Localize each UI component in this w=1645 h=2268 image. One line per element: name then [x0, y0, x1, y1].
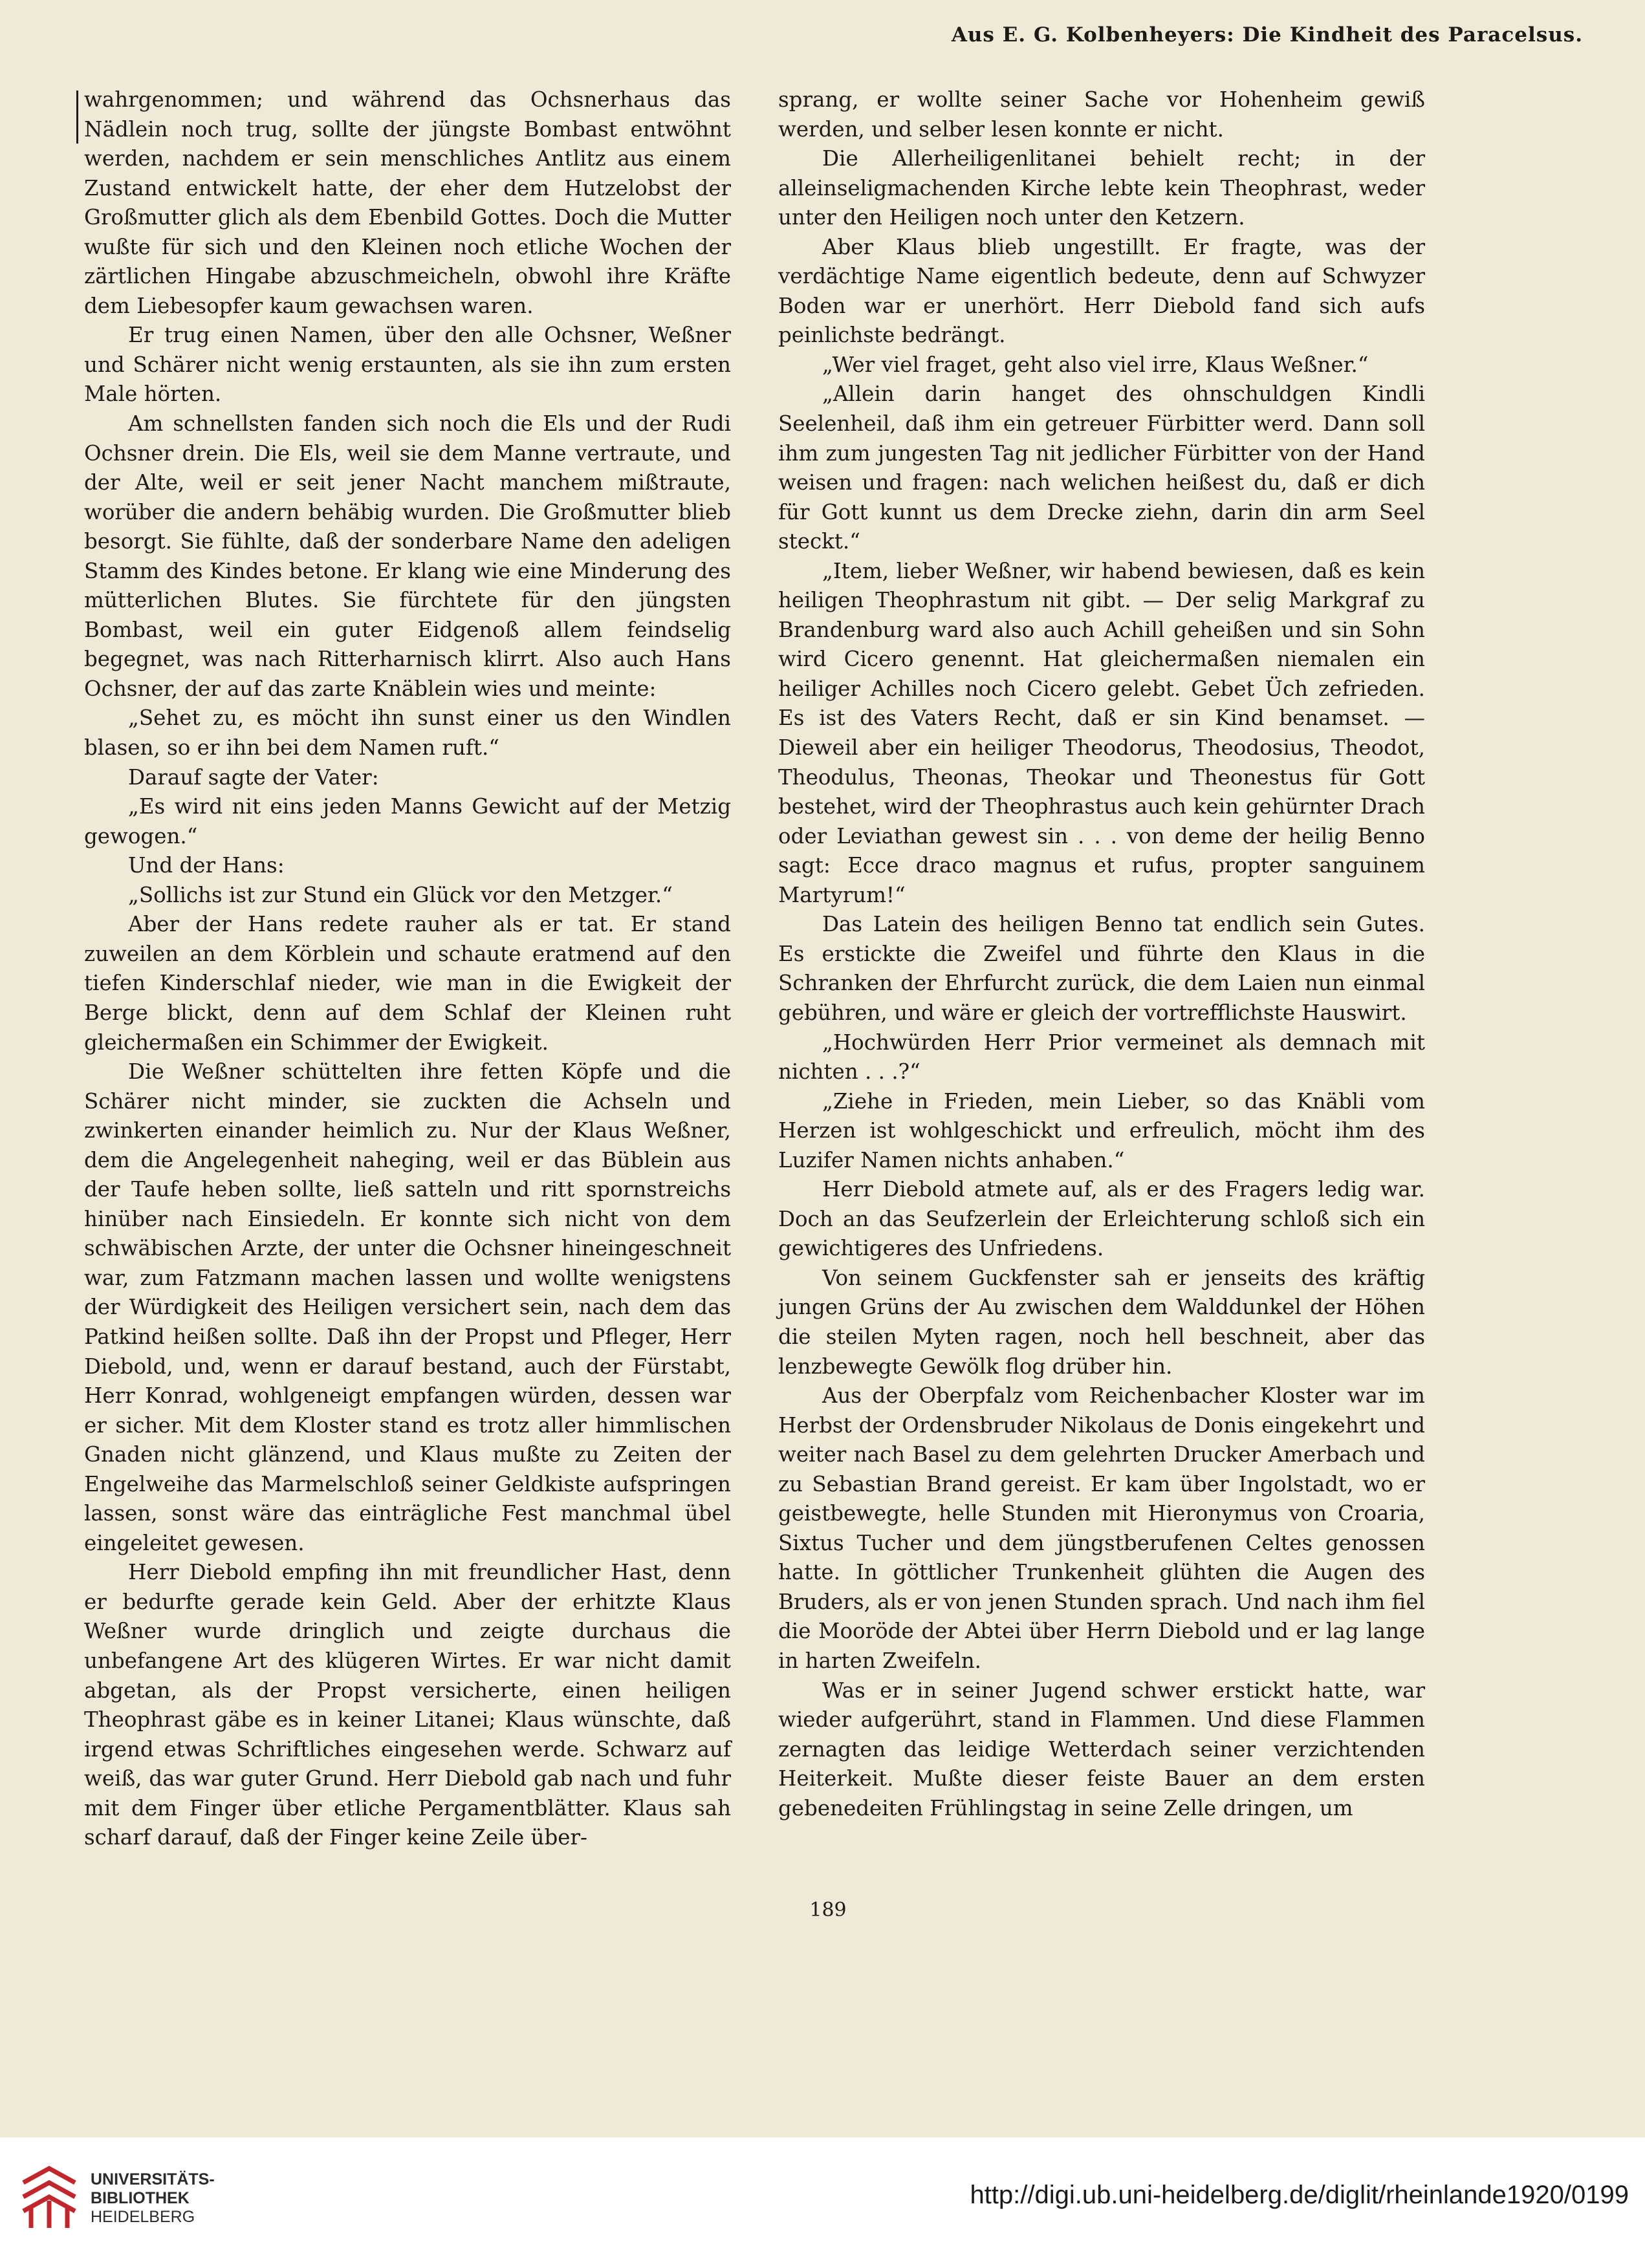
paragraph: „Allein darin hanget des ohnschuldgen Kindli Seelenheil, daß ihm ein getreuer Fürbitter werd. Dann soll ihm zum jungesten Tag nit jedlicher Fürbitter von der Hand weisen und fragen: nach welichen heißest du, daß er dich für Gott kunnt us dem Drecke ziehn, darin din arm Seel steckt.“: [778, 382, 1425, 554]
heidelberg-library-logo-icon: [18, 2163, 80, 2234]
paragraph: „Sehet zu, es möcht ihn sunst einer us den Windlen blasen, so er ihn bei dem Namen ruft.“: [84, 706, 731, 761]
paragraph: Herr Diebold atmete auf, als er des Fragers ledig war. Doch an das Seufzerlein der Erleichterung schloß sich ein gewichtigeres des Unfriedens.: [778, 1177, 1425, 1261]
paragraph: „Sollichs ist zur Stund ein Glück vor den Metzger.“: [128, 882, 673, 907]
paragraph: Herr Diebold empfing ihn mit freundlicher Hast, denn er bedurfte gerade kein Geld. Aber der erhitzte Klaus Weßner wurde dringlich und zeigte durchaus die unbefangene Art des klügeren Wirtes. Er war nicht damit abgetan, als der Propst versicherte, einen heiligen Theophrast gäbe es in keiner Litanei; Klaus wünschte, daß irgend etwas Schriftliches eingesehen werde. Schwarz auf weiß, das war guter Grund. Herr Diebold gab nach und fuhr mit dem Finger über etliche Pergamentblätter. Klaus sah scharf darauf, daß der Finger keine Zeile über-: [84, 1560, 731, 1850]
paragraph: Das Latein des heiligen Benno tat endlich sein Gutes. Es erstickte die Zweifel und führte den Klaus in die Schranken der Ehrfurcht zurück, die dem Laien nun einmal gebühren, und wäre er gleich der vortrefflichste Hauswirt.: [778, 912, 1425, 1025]
paragraph: wahrgenommen; und während das Ochsnerhaus das Nädlein noch trug, sollte der jüngste Bombast entwöhnt werden, nachdem er sein menschliches Antlitz aus einem Zustand entwickelt hatte, der eher dem Hutzelobst der Großmutter glich als dem Ebenbild Gottes. Doch die Mutter wußte für sich und den Kleinen noch etliche Wochen der zärtlichen Hingabe abzuschmeicheln, obwohl ihre Kräfte dem Liebesopfer kaum gewachsen waren.: [84, 87, 731, 318]
paragraph: Aus der Oberpfalz vom Reichenbacher Kloster war im Herbst der Ordensbruder Nikolaus de Donis eingekehrt und weiter nach Basel zu dem gelehrten Drucker Amerbach und zu Sebastian Brand gereist. Er kam über Ingolstadt, wo er geistbewegte, helle Stunden mit Hieronymus von Croaria, Sixtus Tucher und dem jüngstberufenen Celtes genossen hatte. In göttlicher Trunkenheit glühten die Augen des Bruders, als er von jenen Stunden sprach. Und nach ihm fiel die Mooröde der Abtei über Herrn Diebold und er lag lange in harten Zweifeln.: [778, 1383, 1425, 1673]
right-column: [778, 85, 1425, 1823]
library-name-line: UNIVERSITÄTS-: [91, 2170, 215, 2188]
library-name-line: HEIDELBERG: [91, 2208, 195, 2226]
paragraph: Die Allerheiligenlitanei behielt recht; in der alleinseligmachenden Kirche lebte kein Theophrast, weder unter den Heiligen noch unter den Ketzern.: [778, 146, 1425, 230]
paragraph: „Item, lieber Weßner, wir habend bewiesen, daß es kein heiligen Theophrastum nit gibt. — Der selig Markgraf zu Brandenburg ward also auch Achill geheißen und sin Sohn wird Cicero genennt. Hat gleichermaßen niemalen ein heiliger Achilles noch Cicero gelebt. Gebet Üch zefrieden. Es ist des Vaters Recht, daß er sin Kind benamset. — Dieweil aber ein heiliger Theodorus, Theodosius, Theodot, Theodulus, Theonas, Theokar und Theonestus für Gott bestehet, wird der Theophrastus auch kein gehürnter Drach oder Leviathan gewest sin . . . von deme der heilig Benno sagt: Ecce draco magnus et rufus, propter sanguinem Martyrum!“: [778, 558, 1425, 907]
paragraph: Von seinem Guckfenster sah er jenseits des kräftig jungen Grüns der Au zwischen dem Walddunkel der Höhen die steilen Myten ragen, noch hell beschneit, aber das lenzbewegte Gewölk flog drüber hin.: [778, 1265, 1425, 1379]
paragraph: „Es wird nit eins jeden Manns Gewicht auf der Metzig gewogen.“: [84, 794, 731, 848]
margin-mark: [76, 91, 78, 144]
paragraph: „Hochwürden Herr Prior vermeinet als demnach mit nichten . . .?“: [778, 1030, 1425, 1085]
left-column: [84, 85, 731, 1853]
page-number: 189: [809, 1899, 847, 1921]
paragraph: Die Weßner schüttelten ihre fetten Köpfe und die Schärer nicht minder, sie zuckten die Achseln und zwinkerten einander heimlich zu. Nur der Klaus Weßner, dem die Angelegenheit naheging, weil er das Büblein aus der Taufe heben sollte, ließ satteln und ritt spornstreichs hinüber nach Einsiedeln. Er konnte sich nicht von dem schwäbischen Arzte, der unter die Ochsner hineingeschneit war, zum Fatzmann machen lassen und wollte wenigstens der Würdigkeit des Heiligen versichert sein, nach dem das Patkind heißen sollte. Daß ihn der Propst und Pfleger, Herr Diebold, und, wenn er darauf bestand, auch der Fürstabt, Herr Konrad, wohlgeneigt empfangen würden, dessen war er sicher. Mit dem Kloster stand es trotz aller himmlischen Gnaden nicht glänzend, und Klaus mußte zu Zeiten der Engelweihe das Marmelschloß seiner Geldkiste aufspringen lassen, sonst wäre das einträgliche Fest manchmal übel eingeleitet gewesen.: [84, 1059, 731, 1555]
running-head: Aus E. G. Kolbenheyers: Die Kindheit des Paracelsus.: [951, 23, 1583, 47]
library-name: [91, 2170, 304, 2227]
library-name-line: BIBLIOTHEK: [91, 2189, 190, 2207]
paragraph: „Ziehe in Frieden, mein Lieber, so das Knäbli vom Herzen ist wohlgeschickt und erfreulich, möcht ihm des Luzifer Namen nichts anhaben.“: [778, 1088, 1425, 1172]
paragraph: Aber Klaus blieb ungestillt. Er fragte, was der verdächtige Name eigentlich bedeute, denn auf Schwyzer Boden war er unerhört. Herr Diebold fand sich aufs peinlichste bedrängt.: [778, 234, 1425, 348]
paragraph: Am schnellsten fanden sich noch die Els und der Rudi Ochsner drein. Die Els, weil sie dem Manne vertraute, und der Alte, weil er seit jener Nacht manchem mißtraute, worüber die andern behäbig wurden. Die Großmutter blieb besorgt. Sie fühlte, daß der sonderbare Name den adeligen Stamm des Kindes betone. Er klang wie eine Minderung des mütterlichen Blutes. Sie fürchtete für den jüngsten Bombast, weil ein guter Eidgenoß allem feindselig begegnet, was nach Ritterharnisch klirrt. Also auch Hans Ochsner, der auf das zarte Knäblein wies und meinte:: [84, 411, 731, 701]
source-url[interactable]: http://digi.ub.uni-heidelberg.de/diglit/rheinlande1920/0199: [970, 2181, 1629, 2209]
paragraph: Er trug einen Namen, über den alle Ochsner, Weßner und Schärer nicht wenig erstaunten, als sie ihn zum ersten Male hörten.: [84, 323, 731, 407]
paragraph: Darauf sagte der Vater:: [128, 764, 379, 790]
paragraph: Und der Hans:: [128, 853, 285, 878]
paragraph: Aber der Hans redete rauher als er tat. Er stand zuweilen an dem Körblein und schaute eratmend auf den tiefen Kinderschlaf nieder, wie man in die Ewigkeit der Berge blickt, denn auf dem Schlaf der Kleinen ruht gleichermaßen ein Schimmer der Ewigkeit.: [84, 912, 731, 1055]
paragraph: sprang, er wollte seiner Sache vor Hohenheim gewiß werden, und selber lesen konnte er nicht.: [778, 87, 1425, 142]
paragraph: „Wer viel fraget, geht also viel irre, Klaus Weßner.“: [822, 352, 1369, 377]
paragraph: Was er in seiner Jugend schwer erstickt hatte, war wieder aufgerührt, stand in Flammen. Und diese Flammen zernagten das leidige Wetterdach seiner verzichtenden Heiterkeit. Mußte dieser feiste Bauer an dem ersten gebenedeiten Frühlingstag in seine Zelle dringen, um: [778, 1678, 1425, 1820]
